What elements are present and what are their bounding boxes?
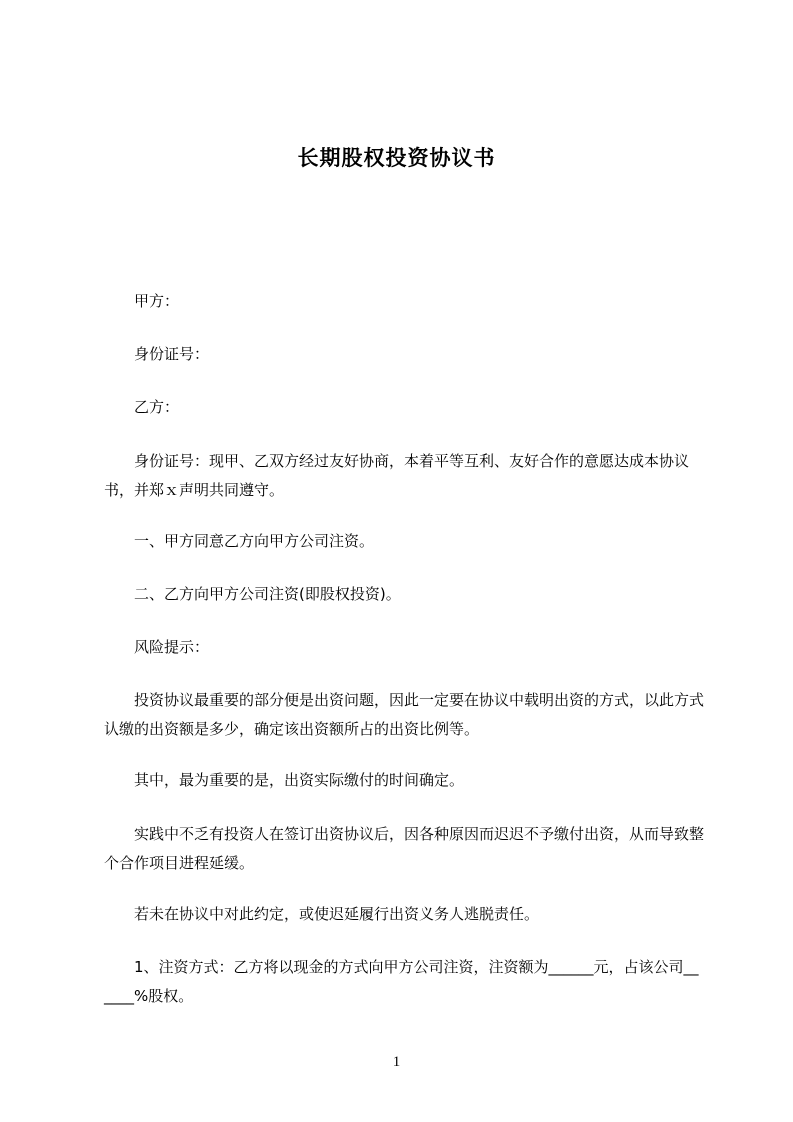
page-number: 1 xyxy=(392,1054,401,1070)
paragraph-id-number-b: 身份证号：现甲、乙双方经过友好协商，本着平等互利、友好合作的意愿达成本协议书，并郑ｘ声明共同遵守。 xyxy=(104,452,690,499)
paragraph-party-a: 甲方： xyxy=(134,292,180,310)
paragraph-clause-two: 二、乙方向甲方公司注资(即股权投资)。 xyxy=(134,585,401,603)
paragraph-risk-detail: 投资协议最重要的部分便是出资问题，因此一定要在协议中载明出资的方式，以此方式认缴的出资额是多少，确定该出资额所占的出资比例等。 xyxy=(104,691,705,738)
document-title: 长期股权投资协议书 xyxy=(297,146,496,170)
paragraph-practice-note: 实践中不乏有投资人在签订出资协议后，因各种原因而迟迟不予缴付出资，从而导致整个合作项目进程延缓。 xyxy=(104,825,705,872)
paragraph-risk-heading: 风险提示： xyxy=(134,638,210,656)
paragraph-investment-method: 1、注资方式：乙方将以现金的方式向甲方公司注资，注资额为______元，占该公司______%股权。 xyxy=(104,958,699,1005)
paragraph-party-b: 乙方： xyxy=(134,398,180,416)
paragraph-liability-note: 若未在协议中对此约定，或使迟延履行出资义务人逃脱责任。 xyxy=(134,905,540,923)
paragraph-payment-time: 其中，最为重要的是，出资实际缴付的时间确定。 xyxy=(134,771,465,789)
paragraph-clause-one: 一、甲方同意乙方向甲方公司注资。 xyxy=(134,532,375,550)
paragraph-id-number-a: 身份证号： xyxy=(134,345,210,363)
